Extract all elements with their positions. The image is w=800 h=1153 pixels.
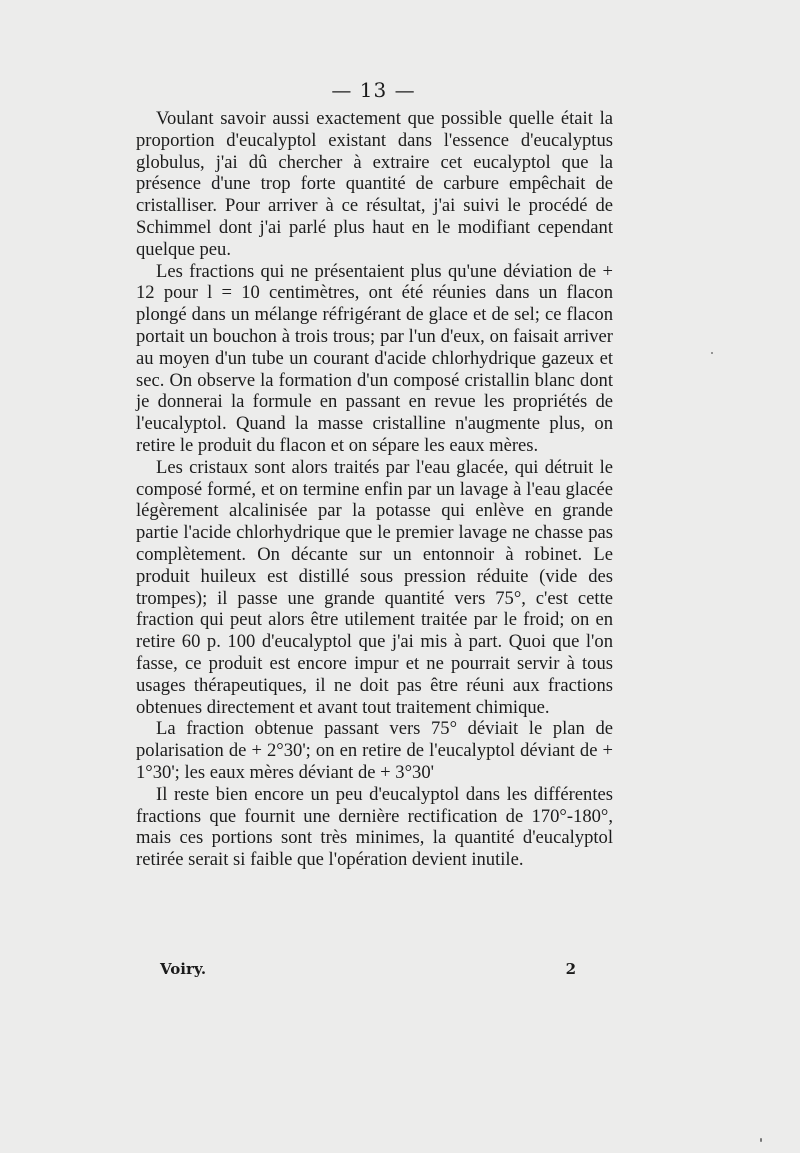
paragraph: Les fractions qui ne présentaient plus qu'une déviation de + 12 pour l = 10 centimètres, ont été réunies dans un flacon plongé dans un mélange réfrigérant de glace et de sel; ce flacon portait un bouchon à trois trous; par l'un d'eux, on faisait arriver au moyen d'un tube un courant d'acide chlorhydrique gazeux et sec. On observe la formation d'un composé cristallin blanc dont je donnerai la formule en passant en revue les propriétés de l'eucalyptol. Quand la masse cristalline n'augmente plus, on retire le produit du flacon et on sépare les eaux mères.	[136, 260, 613, 456]
paper-speck	[711, 352, 713, 354]
paragraph: Il reste bien encore un peu d'eucalyptol dans les différentes fractions que fournit une dernière rectification de 170°-180°, mais ces portions sont très minimes, la quantité d'eucalyptol retirée serait si faible que l'opération devient inutile.	[136, 783, 613, 871]
paper-speck	[760, 1138, 762, 1142]
body-text	[136, 108, 613, 871]
page-number: — 13 —	[331, 78, 416, 102]
footer-author: Voiry.	[160, 960, 207, 978]
paragraph: Les cristaux sont alors traités par l'eau glacée, qui détruit le composé formé, et on termine enfin par un lavage à l'eau glacée légèrement alcalinisée par la potasse qui enlève en grande partie l'acide chlorhydrique que le premier lavage ne chasse pas complètement. On décante sur un entonnoir à robinet. Le produit huileux est distillé sous pression réduite (vide des trompes); il passe une grande quantité vers 75°, c'est cette fraction qui peut alors être utilement traitée par le froid; on en retire 60 p. 100 d'eucalyptol que j'ai mis à part. Quoi que l'on fasse, ce produit est encore impur et ne pourrait servir à tous usages thérapeutiques, il ne doit pas être réuni aux fractions obtenues directement et avant tout traitement chimique.	[136, 456, 613, 718]
paragraph: Voulant savoir aussi exactement que possible quelle était la proportion d'eucalyptol existant dans l'essence d'eucalyptus globulus, j'ai dû chercher à extraire cet eucalyptol que la présence d'une trop forte quantité de carbure empêchait de cristalliser. Pour arriver à ce résultat, j'ai suivi le procédé de Schimmel dont j'ai parlé plus haut en le modifiant cependant quelque peu.	[136, 108, 613, 260]
signature-mark: 2	[565, 960, 576, 978]
paragraph: La fraction obtenue passant vers 75° déviait le plan de polarisation de + 2°30'; on en retire de l'eucalyptol déviant de + 1°30'; les eaux mères déviant de + 3°30'	[136, 718, 613, 783]
